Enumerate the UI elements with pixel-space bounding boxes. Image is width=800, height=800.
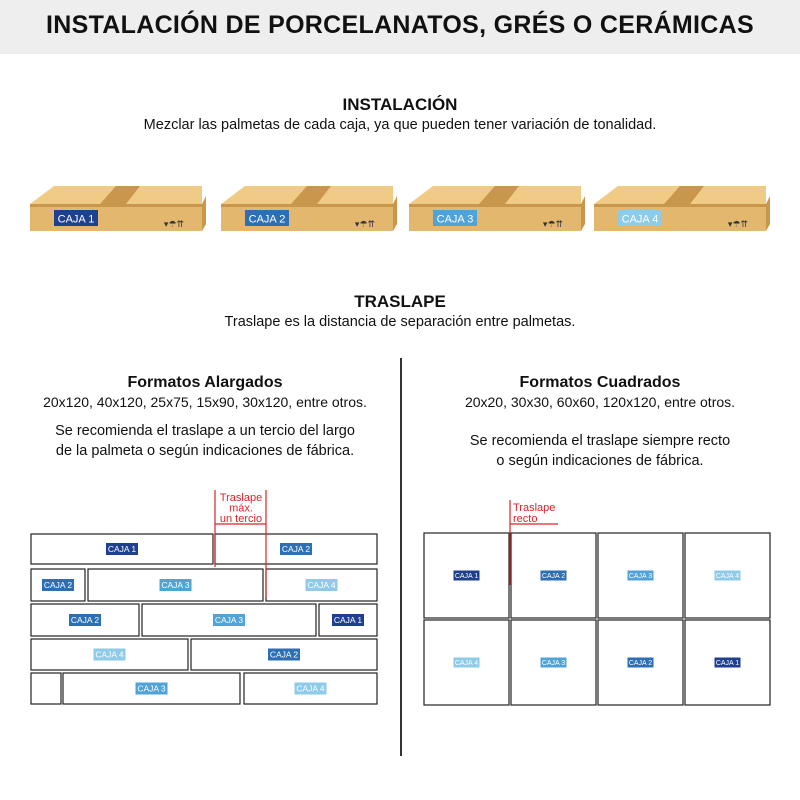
overlap-heading: TRASLAPE (354, 292, 446, 311)
box-tag-label: CAJA 3 (541, 660, 566, 668)
cardboard-box-1 (30, 186, 206, 231)
box-tag-label: CAJA 3 (161, 580, 190, 591)
cardboard-box-3 (409, 186, 585, 231)
handling-icons: ▾☂⇈ (542, 219, 564, 229)
overlap-label: un tercio (219, 513, 263, 525)
box-tag-label: CAJA 4 (95, 649, 124, 660)
overlap-text: Traslape es la distancia de separación entre palmetas. (224, 314, 576, 330)
box-label (433, 210, 477, 226)
square-rec-line1: Se recomienda el traslape siempre recto (469, 433, 731, 449)
square-rec-line2: o según indicaciones de fábrica. (496, 453, 704, 469)
box-tag (454, 658, 480, 668)
box-tag (42, 579, 74, 591)
box-tag-label: CAJA 4 (296, 683, 325, 694)
box-tag-label: CAJA 3 (214, 615, 244, 626)
box-tag-label: CAJA 2 (43, 580, 73, 591)
box-tag (106, 543, 138, 555)
elongated-sizes: 20x120, 40x120, 25x75, 15x90, 30x120, entre otros. (43, 394, 367, 410)
overlap-label: máx. (229, 502, 253, 515)
box-tag-label: CAJA 1 (107, 544, 137, 555)
box-tag (454, 571, 480, 581)
box-side (202, 196, 206, 231)
box-label-text: CAJA 1 (57, 213, 95, 226)
box-tag (69, 614, 101, 626)
box-tag (295, 683, 327, 695)
box-side (581, 196, 585, 231)
box-tag (268, 649, 300, 661)
box-label-text: CAJA 2 (248, 213, 286, 226)
box-tag-label: CAJA 2 (70, 615, 100, 626)
box-tag (306, 579, 338, 591)
box-tag (628, 658, 654, 668)
box-side (393, 196, 397, 231)
box-label (618, 210, 662, 226)
installation-heading: INSTALACIÓN (342, 95, 458, 114)
box-label-text: CAJA 4 (621, 213, 659, 226)
box-tag-label: CAJA 4 (307, 580, 336, 591)
box-tag (332, 614, 364, 626)
box-edge (221, 204, 393, 207)
box-edge (30, 204, 202, 207)
overlap-label: Traslape (513, 502, 556, 514)
box-tag-label: CAJA 2 (269, 649, 299, 660)
box-label (245, 210, 289, 226)
handling-icons: ▾☂⇈ (354, 219, 376, 229)
box-label (54, 210, 98, 226)
box-tag-label: CAJA 1 (715, 660, 740, 668)
box-tag-label: CAJA 1 (454, 573, 479, 581)
cardboard-box-2 (221, 186, 397, 231)
box-tag (280, 543, 312, 555)
box-label-text: CAJA 3 (436, 213, 474, 226)
square-sizes: 20x20, 30x30, 60x60, 120x120, entre otros. (464, 394, 736, 410)
elongated-heading: Formatos Alargados (127, 374, 283, 391)
box-tag (628, 571, 654, 581)
box-tag (94, 649, 126, 661)
box-edge (409, 204, 581, 207)
cardboard-box-4 (594, 186, 770, 231)
box-side (766, 196, 770, 231)
tile (31, 673, 61, 704)
box-edge (594, 204, 766, 207)
box-tag (541, 658, 567, 668)
handling-icons: ▾☂⇈ (163, 219, 185, 229)
elongated-rec-line1: Se recomienda el traslape a un tercio del largo (55, 423, 355, 439)
box-tag-label: CAJA 2 (628, 660, 653, 668)
box-tag-label: CAJA 2 (541, 573, 566, 581)
elongated-rec-line2: de la palmeta o según indicaciones de fábrica. (55, 443, 355, 459)
box-tag (715, 658, 741, 668)
box-tag-label: CAJA 1 (333, 615, 363, 626)
square-tile-grid (424, 533, 770, 705)
box-tag (213, 614, 245, 626)
box-tag-label: CAJA 4 (715, 573, 740, 581)
box-tag-label: CAJA 2 (281, 544, 311, 555)
overlap-label: Traslape (219, 492, 263, 504)
handling-icons: ▾☂⇈ (727, 219, 749, 229)
elongated-tile-grid (31, 534, 377, 704)
box-tag (541, 571, 567, 581)
square-heading: Formatos Cuadrados (519, 374, 681, 391)
box-tag-label: CAJA 4 (454, 660, 479, 668)
box-tag-label: CAJA 3 (628, 573, 653, 581)
page-title: INSTALACIÓN DE PORCELANATOS, GRÉS O CERÁMICAS (46, 11, 754, 39)
box-tag (160, 579, 192, 591)
box-tag-label: CAJA 3 (137, 683, 166, 694)
box-tag (136, 683, 168, 695)
overlap-label: recto (513, 513, 538, 525)
box-tag (715, 571, 741, 581)
installation-text: Mezclar las palmetas de cada caja, ya que pueden tener variación de tonalidad. (143, 117, 657, 133)
